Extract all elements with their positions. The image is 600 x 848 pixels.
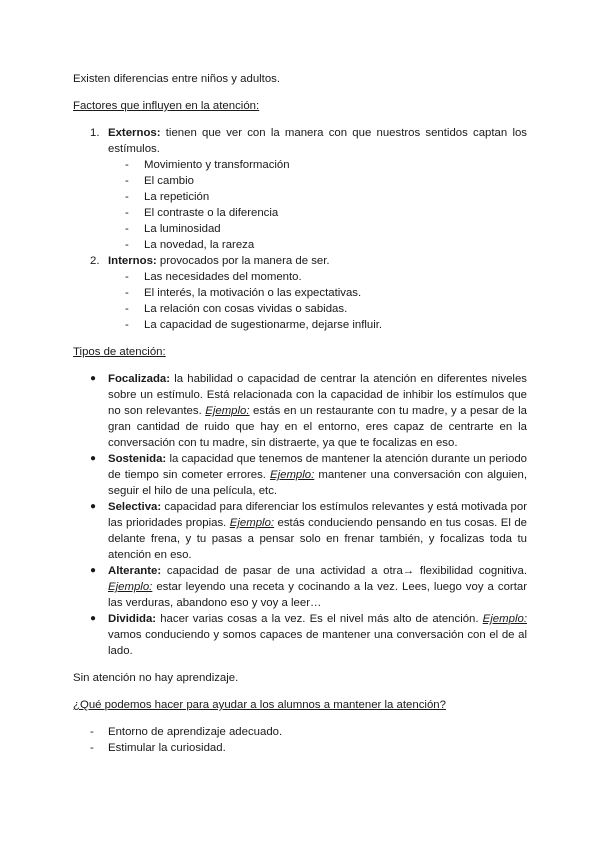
- type-term: Selectiva:: [108, 501, 162, 513]
- factor-item-internal: [73, 253, 527, 333]
- list-item: - El interés, la motivación o las expectativas.: [125, 287, 362, 299]
- type-example: mantener una conversación con alguien, seguir el hilo de una película, etc.: [108, 469, 527, 497]
- type-term: Dividida:: [108, 613, 157, 625]
- example-label: Ejemplo:: [482, 613, 527, 625]
- type-term: Focalizada:: [108, 373, 171, 385]
- type-example: estás conduciendo pensando en tus cosas. El de delante frena, y tu pasas a pensar solo en frenar también, y focalizas toda tu atención en eso.: [108, 517, 527, 561]
- factors-list: [73, 125, 527, 333]
- type-example: estás en un restaurante con tu madre, y a pesar de la gran cantidad de ruido que hay en el entorno, eres capaz de centrarte en la conversación con tu madre, sin distraerte, ya que te focalizas en eso.: [108, 405, 527, 449]
- bullet-icon: ●: [90, 453, 97, 464]
- list-item: - La luminosidad: [125, 223, 221, 235]
- list-number: 1.: [90, 127, 100, 139]
- factor-term: Externos:: [108, 127, 161, 139]
- type-text: la capacidad que tenemos de mantener la atención durante un periodo de tiempo sin cometer errores.: [108, 453, 527, 481]
- type-item-dividida: [73, 611, 527, 659]
- list-item: - La repetición: [125, 191, 210, 203]
- type-item-alterante: [73, 563, 527, 611]
- factor-item-external: [73, 125, 527, 253]
- type-example: vamos conduciendo y somos capaces de mantener una conversación con el de al lado.: [108, 629, 527, 657]
- help-heading: ¿Qué podemos hacer para ayudar a los alumnos a mantener la atención?: [73, 699, 446, 711]
- type-example: estar leyendo una receta y cocinando a la vez. Lees, luego voy a cortar las verduras, abandono eso y voy a leer…: [108, 581, 527, 609]
- factor-term: Internos:: [108, 255, 157, 267]
- factor-description: [108, 253, 527, 269]
- help-list: [73, 724, 527, 756]
- intro-paragraph: Existen diferencias entre niños y adultos.: [73, 73, 281, 85]
- list-item: - Las necesidades del momento.: [125, 271, 302, 283]
- factor-text: tienen que ver con la manera con que nuestros sentidos captan los estímulos.: [108, 127, 527, 155]
- type-text: capacidad de pasar de una actividad a otra→ flexibilidad cognitiva.: [161, 565, 527, 577]
- factor-description: [108, 125, 527, 157]
- list-item: - Movimiento y transformación: [125, 159, 290, 171]
- bullet-icon: ●: [90, 373, 97, 384]
- example-label: Ejemplo:: [108, 581, 153, 593]
- bullet-icon: ●: [90, 613, 97, 624]
- list-item: - La relación con cosas vividas o sabidas.: [125, 303, 348, 315]
- example-label: Ejemplo:: [229, 517, 275, 529]
- type-text: hacer varias cosas a la vez. Es el nivel más alto de atención.: [156, 613, 483, 625]
- list-item: - El contraste o la diferencia: [125, 207, 279, 219]
- example-label: Ejemplo:: [269, 469, 315, 481]
- types-heading: Tipos de atención:: [73, 346, 166, 358]
- type-item-sostenida: [73, 451, 527, 499]
- factor-text: provocados por la manera de ser.: [156, 255, 330, 267]
- list-item: - El cambio: [125, 175, 195, 187]
- type-text: capacidad para diferenciar los estímulos relevantes y está motivada por las prioridades propias.: [108, 501, 527, 529]
- bullet-icon: ●: [90, 565, 97, 576]
- list-item: - La capacidad de sugestionarme, dejarse influir.: [125, 319, 383, 331]
- conclusion-paragraph: Sin atención no hay aprendizaje.: [73, 672, 239, 684]
- type-term: Alterante:: [108, 565, 162, 577]
- type-term: Sostenida:: [108, 453, 167, 465]
- list-number: 2.: [90, 255, 100, 267]
- type-text: la habilidad o capacidad de centrar la atención en diferentes niveles sobre un estímulo. Está relacionada con la capacidad de inhibir los estímulos que no son relevantes.: [108, 373, 527, 417]
- example-label: Ejemplo:: [205, 405, 250, 417]
- bullet-icon: ●: [90, 501, 97, 512]
- type-item-focalizada: [73, 371, 527, 451]
- factor-sublist: [125, 157, 527, 253]
- types-list: [73, 371, 527, 659]
- list-item: - Entorno de aprendizaje adecuado.: [90, 726, 283, 738]
- list-item: - Estimular la curiosidad.: [90, 742, 226, 754]
- document-page: [73, 71, 527, 756]
- type-item-selectiva: [73, 499, 527, 563]
- list-item: - La novedad, la rareza: [125, 239, 255, 251]
- factor-sublist: [125, 269, 527, 333]
- factors-heading: Factores que influyen en la atención:: [73, 100, 260, 112]
